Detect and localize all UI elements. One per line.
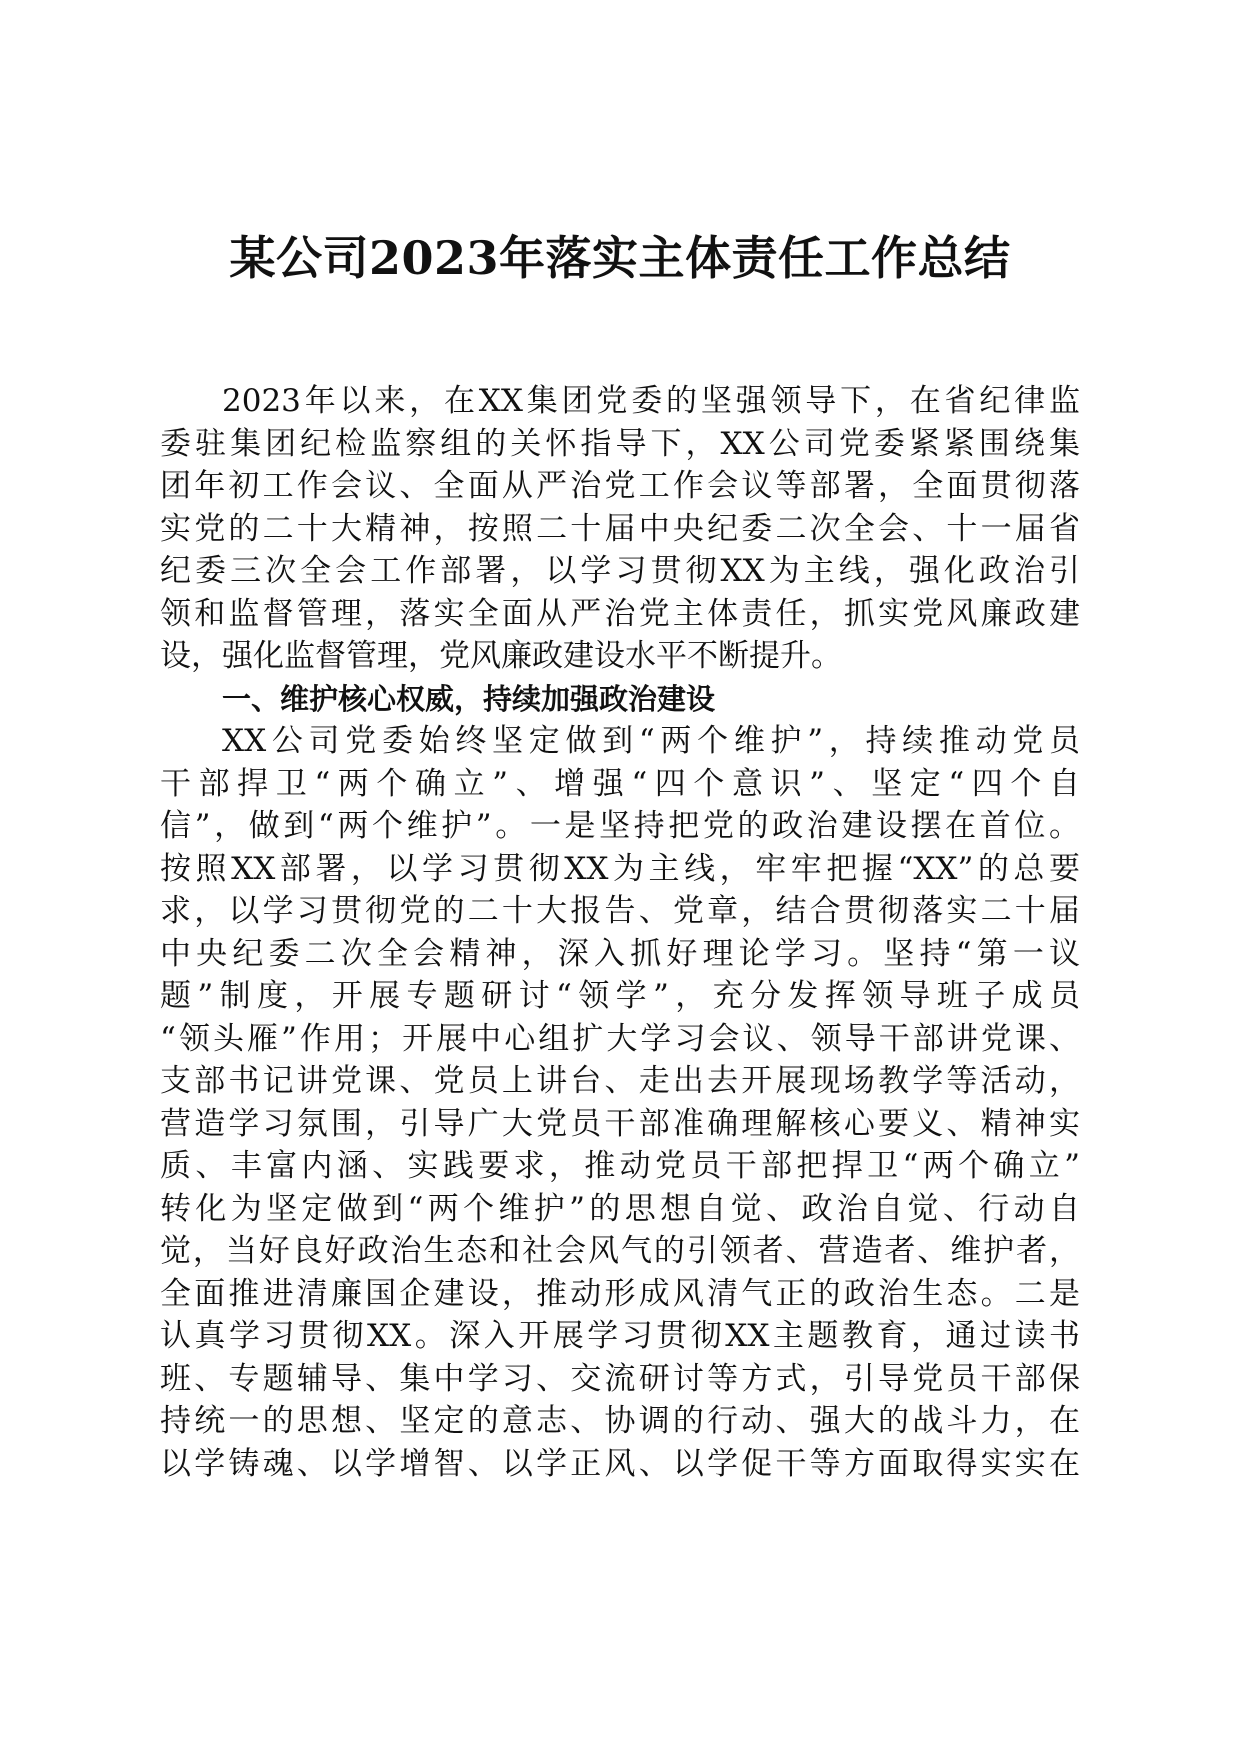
paragraph-line: “领头雁”作用；开展中心组扩大学习会议、领导干部讲党课、 [160,1020,1080,1057]
paragraph-line: 团年初工作会议、全面从严治党工作会议等部署，全面贯彻落 [160,468,1080,504]
paragraph-line: 信”，做到“两个维护”。一是坚持把党的政治建设摆在首位。 [160,808,1080,844]
paragraph-line: 2023年以来，在XX集团党委的坚强领导下，在省纪律监 [222,383,1080,419]
paragraph-line: 以学铸魂、以学增智、以学正风、以学促干等方面取得实实在 [160,1445,1080,1482]
paragraph-line: 按照XX部署，以学习贯彻XX为主线，牢牢把握“XX”的总要 [160,850,1080,887]
document-body [160,380,1080,1485]
paragraph-line: 实党的二十大精神，按照二十届中央纪委二次全会、十一届省 [160,510,1080,547]
paragraph-line: 题”制度，开展专题研讨“领学”，充分发挥领导班子成员 [160,978,1080,1014]
paragraph-line: 纪委三次全会工作部署，以学习贯彻XX为主线，强化政治引 [160,553,1080,589]
paragraph-line: 求，以学习贯彻党的二十大报告、党章，结合贯彻落实二十届 [160,893,1080,929]
paragraph-line: 营造学习氛围，引导广大党员干部准确理解核心要义、精神实 [160,1105,1080,1142]
document-title: 某公司2023年落实主体责任工作总结 [229,231,1011,285]
paragraph-line: 中央纪委二次全会精神，深入抓好理论学习。坚持“第一议 [160,935,1080,972]
paragraph-line: 持统一的思想、坚定的意志、协调的行动、强大的战斗力，在 [160,1403,1080,1439]
section-heading: 一、维护核心权威，持续加强政治建设 [222,681,716,716]
paragraph-line: 设，强化监督管理，党风廉政建设水平不断提升。 [160,638,842,674]
paragraph-line: 委驻集团纪检监察组的关怀指导下，XX公司党委紧紧围绕集 [160,425,1080,462]
paragraph-line: 质、丰富内涵、实践要求，推动党员干部把捍卫“两个确立” [160,1148,1080,1184]
paragraph-line: 觉，当好良好政治生态和社会风气的引领者、营造者、维护者， [160,1233,1080,1269]
paragraph-line: 转化为坚定做到“两个维护”的思想自觉、政治自觉、行动自 [160,1190,1080,1227]
paragraph-line: 干部捍卫“两个确立”、增强“四个意识”、坚定“四个自 [160,765,1080,802]
paragraph-line: XX公司党委始终坚定做到“两个维护”，持续推动党员 [222,723,1080,759]
paragraph-line: 领和监督管理，落实全面从严治党主体责任，抓实党风廉政建 [160,595,1080,632]
paragraph-line: 认真学习贯彻XX。深入开展学习贯彻XX主题教育，通过读书 [160,1318,1080,1354]
paragraph-line: 全面推进清廉国企建设，推动形成风清气正的政治生态。二是 [160,1275,1080,1312]
paragraph-line: 班、专题辅导、集中学习、交流研讨等方式，引导党员干部保 [160,1360,1080,1397]
paragraph-line: 支部书记讲党课、党员上讲台、走出去开展现场教学等活动， [160,1063,1080,1099]
